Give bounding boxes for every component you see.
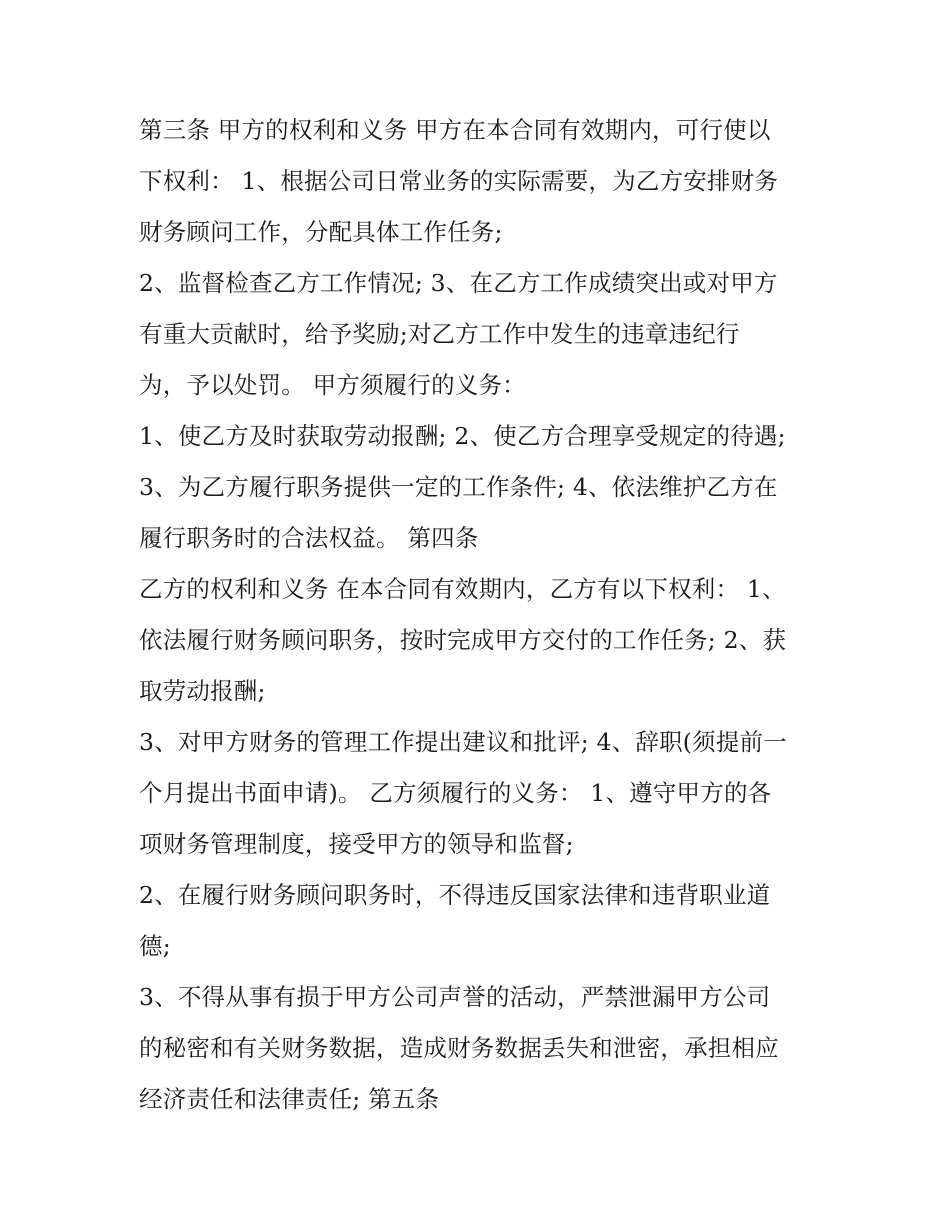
text-line: 2、在履行财务顾问职务时，不得违反国家法律和违背职业道 <box>139 881 771 909</box>
text-line: 3、对甲方财务的管理工作提出建议和批评; 4、辞职(须提前一 <box>139 728 787 756</box>
text-line: 德; <box>139 932 171 960</box>
text-line: 的秘密和有关财务数据，造成财务数据丢失和泄密，承担相应 <box>139 1034 779 1062</box>
text-line: 项财务管理制度，接受甲方的领导和监督; <box>139 830 574 858</box>
text-line: 为，予以处罚。 甲方须履行的义务： <box>139 371 526 399</box>
text-line: 财务顾问工作，分配具体工作任务; <box>139 218 503 246</box>
contract-body <box>139 105 829 1125</box>
text-line: 乙方的权利和义务 在本合同有效期内，乙方有以下权利： 1、 <box>139 575 786 603</box>
text-line: 下权利： 1、根据公司日常业务的实际需要，为乙方安排财务 <box>139 167 779 195</box>
text-line: 履行职务时的合法权益。 第四条 <box>139 524 479 552</box>
text-line: 1、使乙方及时获取劳动报酬; 2、使乙方合理享受规定的待遇; <box>139 422 786 450</box>
text-line: 个月提出书面申请)。 乙方须履行的义务： 1、遵守甲方的各 <box>139 779 772 807</box>
text-line: 取劳动报酬; <box>139 677 266 705</box>
text-line: 依法履行财务顾问职务，按时完成甲方交付的工作任务; 2、获 <box>139 626 787 654</box>
text-line: 3、为乙方履行职务提供一定的工作条件; 4、依法维护乙方在 <box>139 473 778 501</box>
text-line: 第三条 甲方的权利和义务 甲方在本合同有效期内，可行使以 <box>139 116 771 144</box>
text-line: 3、不得从事有损于甲方公司声誉的活动，严禁泄漏甲方公司 <box>139 983 771 1011</box>
text-line: 经济责任和法律责任; 第五条 <box>139 1085 440 1113</box>
text-line: 2、监督检查乙方工作情况; 3、在乙方工作成绩突出或对甲方 <box>139 269 778 297</box>
text-line: 有重大贡献时，给予奖励;对乙方工作中发生的违章违纪行 <box>139 320 740 348</box>
